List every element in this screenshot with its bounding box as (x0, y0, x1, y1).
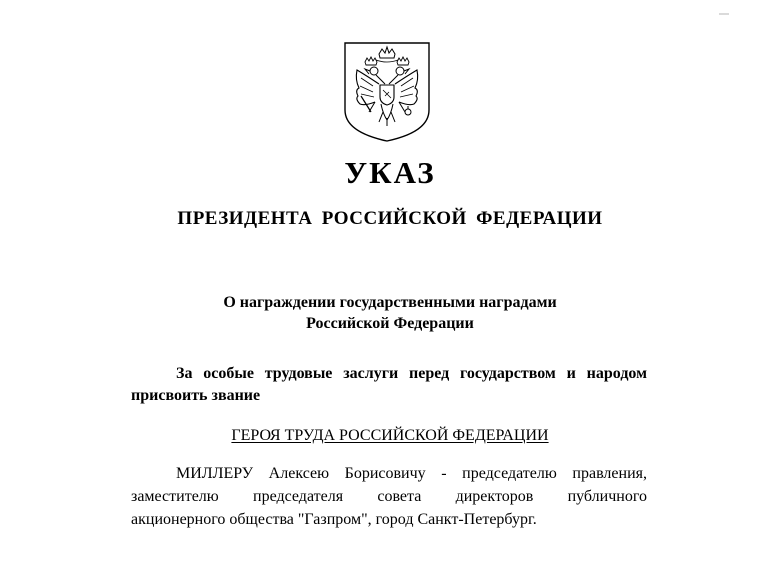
corner-mark-icon (716, 8, 732, 20)
coat-of-arms-icon (339, 40, 435, 144)
intro-line: присвоить звание (131, 387, 261, 404)
decree-subtitle: ПРЕЗИДЕНТА РОССИЙСКОЙ ФЕДЕРАЦИИ (177, 208, 603, 229)
decree-title: УКАЗ (344, 155, 436, 190)
body-line: заместителю председателя совета директоров публичного (131, 488, 647, 505)
decree-heading (0, 292, 780, 334)
award-title-text: ГЕРОЯ ТРУДА РОССИЙСКОЙ ФЕДЕРАЦИИ (231, 427, 549, 444)
intro-line: За особые трудовые заслуги перед государством и народом (176, 365, 647, 382)
body-line: акционерного общества "Газпром", город Санкт-Петербург. (131, 511, 537, 528)
award-title (0, 425, 780, 447)
heading-line: Российской Федерации (306, 315, 474, 332)
decree-intro (131, 363, 647, 407)
heading-line: О награждении государственными наградами (223, 294, 557, 311)
body-line: МИЛЛЕРУ Алексею Борисовичу - председателю правления, (176, 465, 647, 482)
decree-body (131, 462, 647, 531)
